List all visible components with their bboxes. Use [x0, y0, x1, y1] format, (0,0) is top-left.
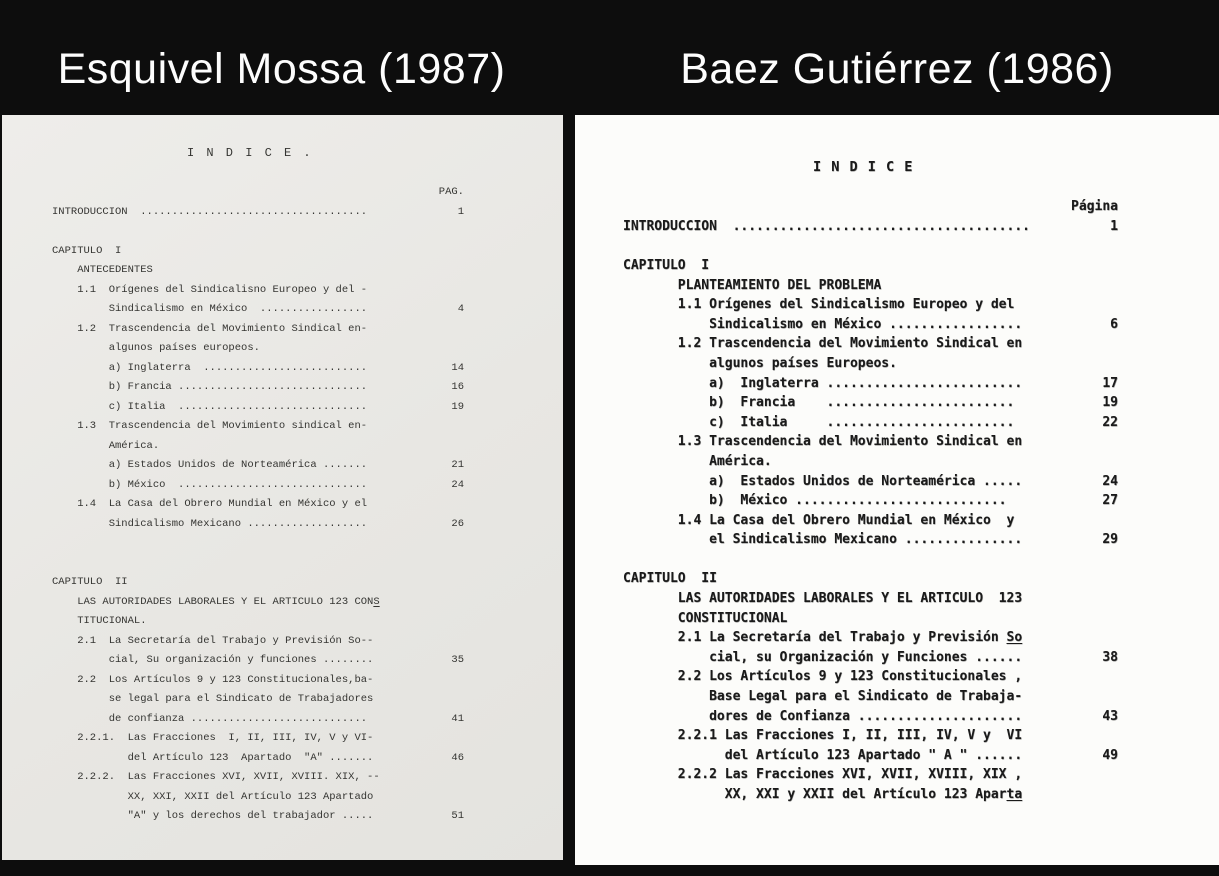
- page-number: 1: [457, 205, 464, 218]
- toc-line-text: CAPITULO II: [52, 576, 128, 588]
- right-scan-title: Baez Gutiérrez (1986): [680, 45, 1114, 93]
- page-number: 19: [451, 400, 464, 413]
- toc-line: [623, 785, 1219, 805]
- toc-line-text: b) México ..............................: [52, 478, 368, 491]
- page-number: 4: [457, 303, 464, 315]
- toc-line: [52, 437, 563, 457]
- toc-line-text: XX, XXI, XXII del Artículo 123 Apartado: [52, 790, 374, 803]
- toc-line-text: el Sindicalismo Mexicano ...............: [623, 532, 1023, 548]
- toc-line-text: América.: [52, 439, 160, 452]
- toc-line-text: TITUCIONAL.: [52, 615, 147, 627]
- toc-line: [623, 648, 1219, 668]
- toc-line-text: del Artículo 123 Apartado " A " ......: [623, 747, 1023, 763]
- page-number: 24: [1102, 473, 1118, 489]
- toc-line: [52, 320, 563, 340]
- toc-line: [52, 710, 563, 730]
- toc-line-text: dores de Confianza .....................: [623, 708, 1023, 724]
- toc-line: [52, 768, 563, 788]
- page-number: 43: [1102, 708, 1118, 724]
- toc-line-text: del Artículo 123 Apartado "A" .......: [52, 751, 374, 764]
- page-number: 14: [451, 361, 464, 374]
- toc-line-text: 2.2.1 Las Fracciones I, II, III, IV, V y VI: [623, 728, 1023, 744]
- toc-line: [52, 807, 563, 827]
- toc-underlined-text: S: [373, 595, 380, 608]
- left-scan-title: Esquivel Mossa (1987): [57, 45, 506, 93]
- toc-line: [52, 398, 563, 418]
- toc-line: [52, 359, 563, 379]
- toc-blank-line: [52, 222, 563, 242]
- toc-line-text: a) Inglaterra .........................: [623, 375, 1023, 391]
- toc-line: [52, 788, 563, 808]
- left-document-scan: [2, 115, 563, 860]
- toc-line-text: c) Italia ..............................: [52, 400, 368, 413]
- toc-line-text: 2.2.2 Las Fracciones XVI, XVII, XVIII, XIX ,: [623, 767, 1023, 783]
- toc-line-text: 1.4 La Casa del Obrero Mundial en México y: [623, 512, 1015, 528]
- toc-line-text: CAPITULO I: [52, 244, 122, 257]
- toc-line-text: 1.1 Orígenes del Sindicalismo Europeo y del: [623, 297, 1015, 313]
- toc-line: [623, 765, 1219, 785]
- toc-blank-line: [623, 236, 1219, 256]
- toc-line: [623, 687, 1219, 707]
- toc-line-text: 2.1 La Secretaría del Trabajo y Previsión So--: [52, 634, 374, 647]
- page-number: 27: [1102, 493, 1118, 509]
- page-number: 24: [451, 478, 464, 491]
- toc-line-text: Sindicalismo en México .................: [52, 303, 368, 315]
- toc-line: [623, 491, 1219, 511]
- page-number: 46: [451, 751, 464, 764]
- toc-blank-line: [623, 178, 1219, 198]
- toc-line: [623, 628, 1219, 648]
- toc-line-text: ANTECEDENTES: [52, 264, 153, 276]
- toc-line-text: 1.2 Trascendencia del Movimiento Sindical en-: [52, 322, 368, 335]
- toc-line-text: América.: [623, 453, 772, 469]
- page-number: Página: [1071, 199, 1118, 215]
- toc-line: [623, 707, 1219, 727]
- toc-line: [623, 354, 1219, 374]
- toc-line-text: algunos países europeos.: [52, 342, 260, 354]
- toc-line: [623, 432, 1219, 452]
- toc-line: [623, 197, 1219, 217]
- toc-line-text: de confianza ............................: [52, 712, 368, 725]
- toc-title-left: I N D I C E .: [187, 146, 314, 160]
- page-number: 35: [451, 654, 464, 666]
- toc-line: [623, 589, 1219, 609]
- toc-line: [52, 632, 563, 652]
- toc-line-text: 2.2 Los Artículos 9 y 123 Constitucionales ,: [623, 669, 1023, 685]
- toc-line-text: 2.2.2. Las Fracciones XVI, XVII, XVIII. XIX, --: [52, 771, 380, 783]
- toc-underlined-text: So: [1006, 630, 1023, 646]
- page-number: 17: [1102, 375, 1118, 391]
- toc-line-text: 2.2.1. Las Fracciones I, II, III, IV, V y VI-: [52, 732, 374, 744]
- toc-line-text: algunos países Europeos.: [623, 355, 897, 371]
- toc-line: [623, 609, 1219, 629]
- toc-line: [52, 495, 563, 515]
- toc-line: [623, 746, 1219, 766]
- toc-line: [623, 393, 1219, 413]
- right-document-scan: [575, 115, 1219, 865]
- toc-line-text: b) Francia ........................: [623, 395, 1015, 411]
- toc-line: [623, 374, 1219, 394]
- toc-line-text: LAS AUTORIDADES LABORALES Y EL ARTICULO 123 CON: [52, 595, 374, 608]
- page-number: 29: [1102, 532, 1118, 548]
- toc-line: [52, 242, 563, 262]
- toc-line-text: 1.1 Orígenes del Sindicalisno Europeo y del -: [52, 283, 368, 296]
- toc-line: [52, 300, 563, 320]
- toc-line: [623, 315, 1219, 335]
- toc-blank-line: [52, 164, 563, 184]
- page-number: 16: [451, 381, 464, 393]
- toc-line: [623, 295, 1219, 315]
- toc-line: [623, 667, 1219, 687]
- toc-line-text: 1.4 La Casa del Obrero Mundial en México y el: [52, 498, 368, 510]
- toc-blank-line: [52, 554, 563, 574]
- toc-underlined-text: ta: [1006, 787, 1023, 802]
- toc-line-text: CAPITULO I: [623, 257, 710, 273]
- toc-line-text: a) Inglaterra ..........................: [52, 361, 368, 374]
- toc-line: [52, 183, 563, 203]
- toc-line-text: Sindicalismo en México .................: [623, 316, 1023, 332]
- toc-line: [52, 261, 563, 281]
- page-number: 21: [451, 459, 464, 471]
- toc-line-text: Base Legal para el Sindicato de Trabaja-: [623, 689, 1023, 705]
- toc-line: [52, 690, 563, 710]
- toc-line: [52, 612, 563, 632]
- toc-line-text: 2.1 La Secretaría del Trabajo y Previsión: [623, 630, 1007, 646]
- page-number: 26: [451, 517, 464, 530]
- toc-line: [623, 530, 1219, 550]
- toc-line: [52, 729, 563, 749]
- toc-blank-line: [52, 534, 563, 554]
- toc-line: [623, 511, 1219, 531]
- toc-line: [623, 472, 1219, 492]
- toc-title-right: I N D I C E: [813, 159, 914, 175]
- toc-line-text: "A" y los derechos del trabajador .....: [52, 810, 374, 822]
- toc-line-text: PLANTEAMIENTO DEL PROBLEMA: [623, 277, 882, 293]
- page-number: 19: [1102, 395, 1118, 411]
- toc-line: [52, 417, 563, 437]
- toc-line: [623, 569, 1219, 589]
- toc-line-text: 1.2 Trascendencia del Movimiento Sindical en: [623, 336, 1023, 352]
- toc-line-text: c) Italia ........................: [623, 414, 1015, 430]
- toc-line-text: CONSTITUCIONAL: [623, 610, 788, 626]
- toc-line-text: INTRODUCCION ......................................: [623, 218, 1030, 234]
- toc-line: [52, 671, 563, 691]
- toc-line: [623, 334, 1219, 354]
- toc-line: [52, 203, 563, 223]
- toc-line-text: CAPITULO II: [623, 571, 717, 587]
- toc-line-text: LAS AUTORIDADES LABORALES Y EL ARTICULO 123: [623, 591, 1023, 607]
- toc-line: [623, 452, 1219, 472]
- toc-line: [623, 726, 1219, 746]
- toc-line-text: b) Francia ..............................: [52, 381, 368, 393]
- page-number: 49: [1102, 747, 1118, 763]
- toc-body-right: [623, 178, 1219, 805]
- toc-line: [623, 217, 1219, 237]
- toc-line-text: a) Estados Unidos de Norteamérica .......: [52, 459, 368, 471]
- toc-line: [52, 339, 563, 359]
- toc-blank-line: [623, 550, 1219, 570]
- toc-line: [52, 749, 563, 769]
- toc-line-text: 2.2 Los Artículos 9 y 123 Constitucionales,ba-: [52, 673, 374, 686]
- toc-line-text: a) Estados Unidos de Norteamérica .....: [623, 473, 1023, 489]
- toc-line-text: se legal para el Sindicato de Trabajadores: [52, 693, 374, 705]
- page-number: PAG.: [438, 186, 464, 198]
- page-number: 38: [1102, 649, 1118, 665]
- toc-line-text: XX, XXI y XXII del Artículo 123 Apar: [623, 787, 1007, 802]
- page-number: 22: [1102, 414, 1118, 430]
- toc-body-left: [52, 164, 563, 827]
- toc-line-text: Sindicalismo Mexicano ...................: [52, 517, 368, 530]
- toc-line: [623, 413, 1219, 433]
- toc-line-text: cial, Su organización y funciones ........: [52, 654, 374, 666]
- page-number: 6: [1110, 316, 1118, 332]
- toc-line: [623, 276, 1219, 296]
- toc-line: [52, 515, 563, 535]
- toc-line: [52, 378, 563, 398]
- page-number: 51: [451, 810, 464, 822]
- toc-line: [52, 281, 563, 301]
- toc-line: [52, 456, 563, 476]
- toc-line: [623, 256, 1219, 276]
- toc-line-text: 1.3 Trascendencia del Movimiento Sindical en: [623, 434, 1023, 450]
- toc-line: [52, 651, 563, 671]
- page-number: 41: [451, 712, 464, 725]
- toc-line-text: 1.3 Trascendencia del Movimiento sindical en-: [52, 420, 368, 432]
- toc-line: [52, 476, 563, 496]
- toc-line-text: INTRODUCCION ....................................: [52, 205, 368, 218]
- toc-line-text: b) México ...........................: [623, 493, 1007, 509]
- page-number: 1: [1110, 218, 1118, 234]
- toc-line: [52, 593, 563, 613]
- toc-line: [52, 573, 563, 593]
- toc-line-text: cial, su Organización y Funciones ......: [623, 649, 1023, 665]
